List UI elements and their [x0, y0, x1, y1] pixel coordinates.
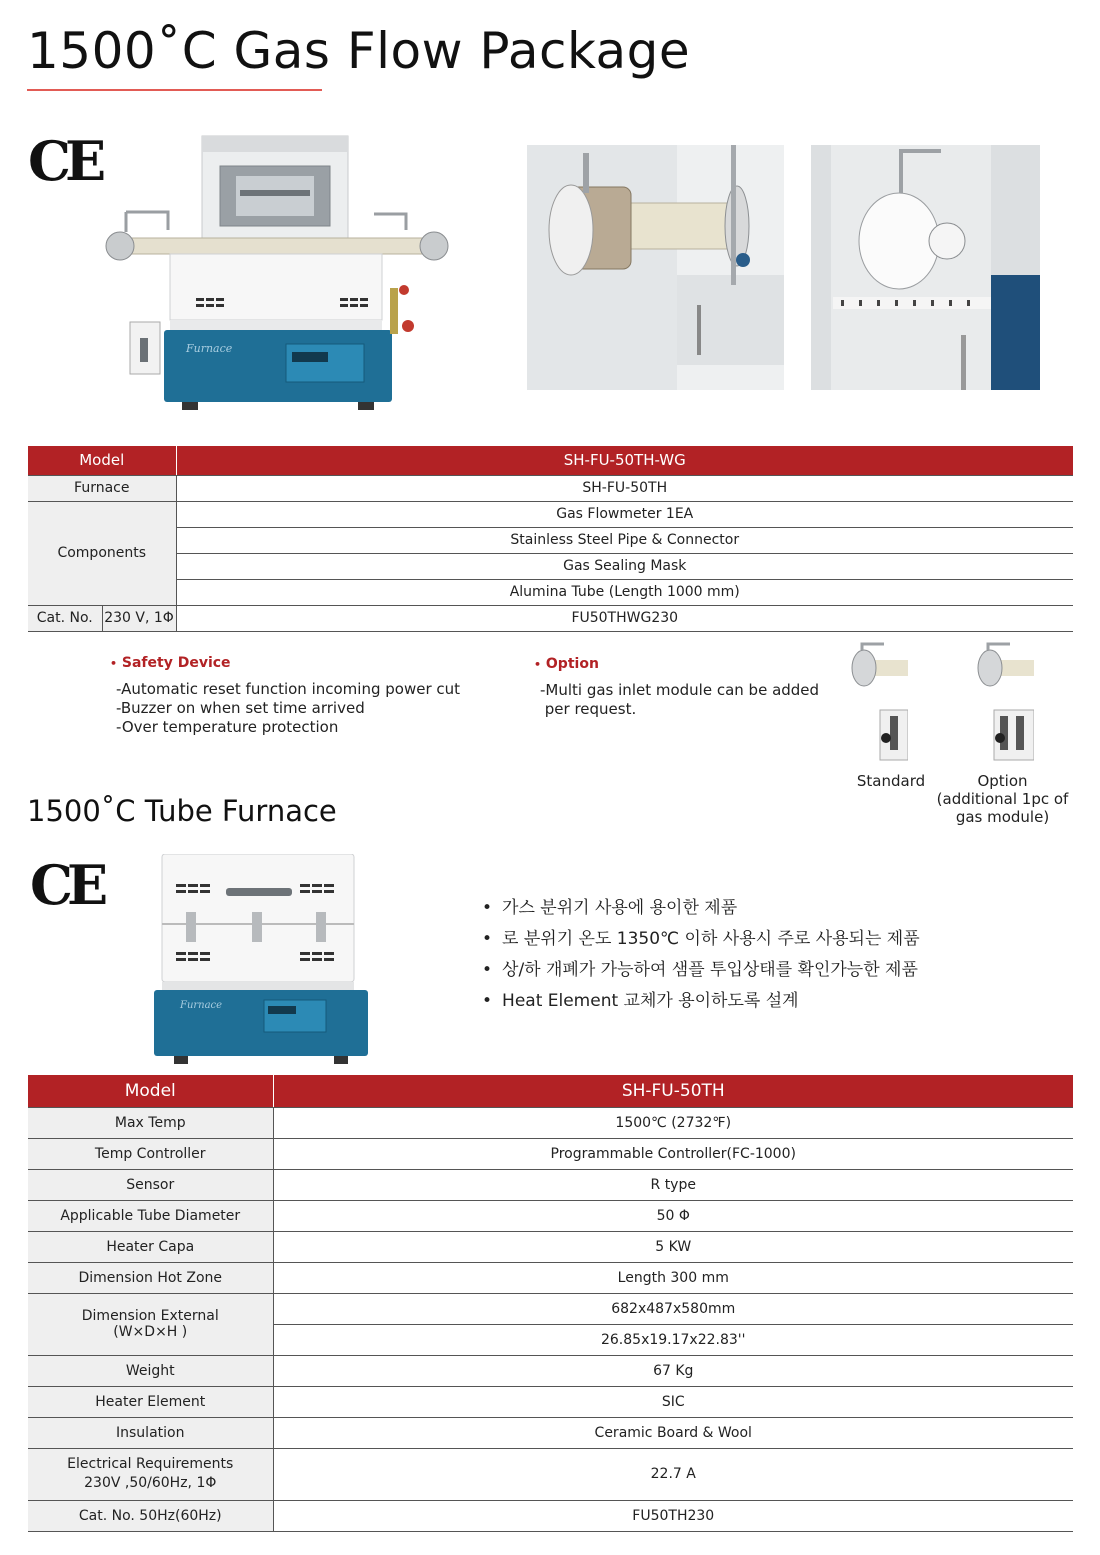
- table-row: [28, 1355, 1073, 1386]
- spec-label-line: 230V ,50/60Hz, 1Φ: [84, 1475, 217, 1491]
- furnace-brand-text: Furnace: [186, 342, 233, 355]
- table-row: [28, 1448, 1073, 1500]
- table-row: [28, 1107, 1073, 1138]
- spec-label: Heater Element: [28, 1386, 273, 1417]
- title-underline: [27, 89, 322, 91]
- cat-voltage: 230 V, 1Φ: [102, 605, 176, 631]
- safety-device-note: • Safety Device -Automatic reset function incoming power cut -Buzzer on when set time arrived -Over temperature protection: [110, 655, 461, 736]
- spec-label: Weight: [28, 1355, 273, 1386]
- feature-list: [482, 893, 920, 1017]
- safety-line: -Buzzer on when set time arrived: [116, 699, 365, 717]
- table-row: [28, 1200, 1073, 1231]
- table-row: [28, 1169, 1073, 1200]
- safety-line: -Over temperature protection: [116, 718, 339, 736]
- spec-value: Ceramic Board & Wool: [273, 1417, 1073, 1448]
- option-caption-line: gas module): [955, 808, 1050, 826]
- option-note: • Option -Multi gas inlet module can be added per request.: [534, 656, 820, 718]
- safety-heading: Safety Device: [121, 655, 231, 671]
- table-row: [28, 1417, 1073, 1448]
- option-module-photo: [970, 642, 1034, 762]
- components-label: Components: [28, 501, 176, 605]
- model-label: Model: [28, 446, 176, 475]
- model-value: SH-FU-50TH: [273, 1075, 1073, 1107]
- table-row: [28, 1231, 1073, 1262]
- table-row: [28, 553, 1073, 579]
- spec-label: Sensor: [28, 1169, 273, 1200]
- option-line: -Multi gas inlet module can be added: [540, 681, 820, 699]
- tube-furnace-spec-table: [28, 1075, 1073, 1532]
- spec-label: Heater Capa: [28, 1231, 273, 1262]
- list-item: • 로 분위기 온도 1350℃ 이하 사용시 주로 사용되는 제품: [482, 924, 920, 955]
- component-item: Stainless Steel Pipe & Connector: [176, 527, 1073, 553]
- connector-closeup-photo: [527, 145, 784, 390]
- model-value: SH-FU-50TH-WG: [176, 446, 1073, 475]
- furnace-label: Furnace: [28, 475, 176, 501]
- table-header-row: [28, 1075, 1073, 1107]
- spec-label: Applicable Tube Diameter: [28, 1200, 273, 1231]
- spec-value: 5 KW: [273, 1231, 1073, 1262]
- cat-no-value: FU50THWG230: [176, 605, 1073, 631]
- table-row: [28, 579, 1073, 605]
- list-item: • 가스 분위기 사용에 용이한 제품: [482, 893, 920, 924]
- table-row: [28, 605, 1073, 631]
- furnace-value: SH-FU-50TH: [176, 475, 1073, 501]
- option-heading: Option: [545, 656, 599, 672]
- table-row: [28, 1262, 1073, 1293]
- component-item: Gas Sealing Mask: [176, 553, 1073, 579]
- spec-label-line: Dimension External: [81, 1308, 219, 1324]
- spec-value: 50 Φ: [273, 1200, 1073, 1231]
- spec-value: 67 Kg: [273, 1355, 1073, 1386]
- option-caption-line: (additional 1pc of: [936, 790, 1069, 808]
- table-row: [28, 1138, 1073, 1169]
- option-caption-line: Option: [977, 772, 1028, 790]
- component-item: Alumina Tube (Length 1000 mm): [176, 579, 1073, 605]
- spec-label: Temp Controller: [28, 1138, 273, 1169]
- page-title: 1500˚C Gas Flow Package: [27, 22, 691, 80]
- section-title-tube-furnace: 1500˚C Tube Furnace: [27, 794, 337, 828]
- table-row: [28, 527, 1073, 553]
- package-spec-table: [28, 446, 1073, 632]
- spec-value: 1500℃ (2732℉): [273, 1107, 1073, 1138]
- cat-no-label: Cat. No.: [28, 605, 102, 631]
- spec-label: Cat. No. 50Hz(60Hz): [28, 1500, 273, 1531]
- list-item: • Heat Element 교체가 용이하도록 설계: [482, 986, 920, 1017]
- tube-furnace-photo: [150, 854, 372, 1068]
- ce-mark-logo: CE: [30, 853, 103, 917]
- spec-value: Programmable Controller(FC-1000): [273, 1138, 1073, 1169]
- spec-label: [28, 1448, 273, 1500]
- list-item: • 상/하 개폐가 가능하여 샘플 투입상태를 확인가능한 제품: [482, 955, 920, 986]
- spec-label-line: (W×D×H ): [113, 1324, 188, 1340]
- table-row: [28, 475, 1073, 501]
- table-header-row: [28, 446, 1073, 475]
- option-caption: [930, 772, 1075, 826]
- model-label: Model: [28, 1075, 273, 1107]
- spec-value: 682x487x580mm: [273, 1293, 1073, 1324]
- spec-value: 22.7 A: [273, 1448, 1073, 1500]
- spec-value: FU50TH230: [273, 1500, 1073, 1531]
- sealing-mask-closeup-photo: [811, 145, 1040, 390]
- option-line: per request.: [540, 700, 637, 718]
- spec-value: 26.85x19.17x22.83'': [273, 1324, 1073, 1355]
- gas-flow-package-photo: [90, 130, 460, 420]
- spec-label: Dimension Hot Zone: [28, 1262, 273, 1293]
- spec-value: R type: [273, 1169, 1073, 1200]
- spec-value: Length 300 mm: [273, 1262, 1073, 1293]
- spec-label: Insulation: [28, 1417, 273, 1448]
- spec-label: [28, 1293, 273, 1355]
- table-row: [28, 1386, 1073, 1417]
- spec-label: Max Temp: [28, 1107, 273, 1138]
- spec-value: SIC: [273, 1386, 1073, 1417]
- safety-line: -Automatic reset function incoming power cut: [116, 680, 461, 698]
- furnace-brand-text: Furnace: [180, 1000, 223, 1011]
- table-row: [28, 1500, 1073, 1531]
- table-row: [28, 501, 1073, 527]
- spec-label-line: Electrical Requirements: [67, 1456, 234, 1472]
- component-item: Gas Flowmeter 1EA: [176, 501, 1073, 527]
- standard-caption: Standard: [856, 772, 926, 790]
- standard-module-photo: [844, 642, 908, 762]
- table-row: [28, 1293, 1073, 1324]
- ce-mark-logo: CE: [28, 129, 101, 193]
